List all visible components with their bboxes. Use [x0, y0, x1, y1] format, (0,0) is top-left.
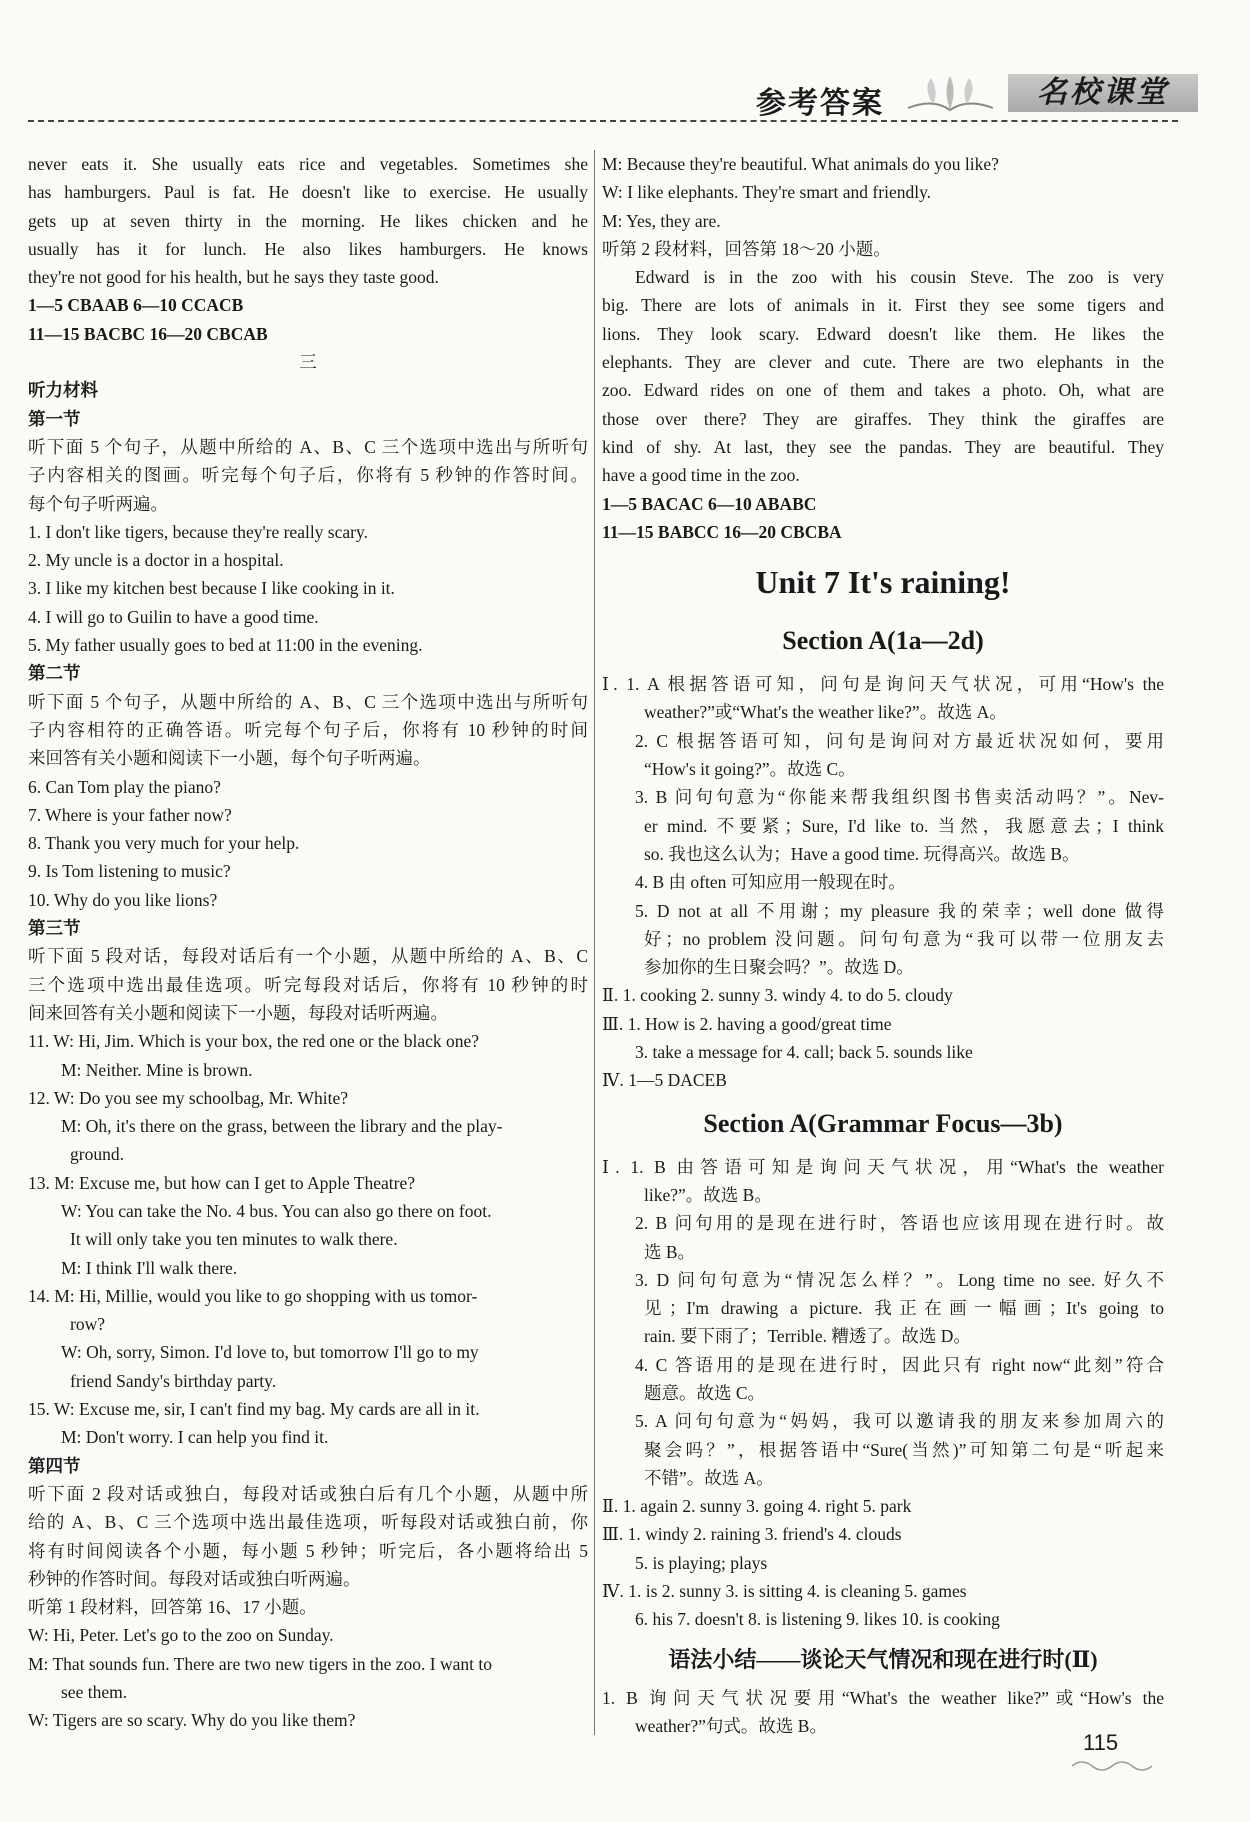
text-line: they're not good for his health, but he says they taste good.: [28, 267, 439, 288]
text-line: 选 B。: [644, 1241, 696, 1262]
text-line: 11—15 BACBC 16—20 CBCAB: [28, 323, 268, 344]
text-line: has hamburgers. Paul is fat. He doesn't like to exercise. He usually: [28, 182, 588, 203]
text-line: 听下面 5 个句子，从题中所给的 A、B、C 三个选项中选出与所听句: [28, 691, 588, 712]
text-line: 6. Can Tom play the piano?: [28, 776, 221, 797]
text-line: so. 我也这么认为；Have a good time. 玩得高兴。故选 B。: [644, 843, 1080, 864]
text-line: 4. C 答语用的是现在进行时，因此只有 right now“此刻”符合: [635, 1354, 1164, 1375]
text-line: 8. Thank you very much for your help.: [28, 833, 300, 854]
text-line: never eats it. She usually eats rice and vegetables. Sometimes she: [28, 154, 588, 174]
text-line: weather?”或“What's the weather like?”。故选 A。: [644, 702, 1007, 723]
text-line: 聚会吗？”，根据答语中“Sure(当然)”可知第二句是“听起来: [644, 1439, 1164, 1460]
unit-title: Unit 7 It's raining!: [755, 564, 1011, 601]
text-line: er mind. 不要紧；Sure, I'd like to. 当然，我愿意去；I think: [644, 815, 1164, 836]
text-line: 2. B 问句用的是现在进行时，答语也应该用现在进行时。故: [635, 1213, 1164, 1234]
text-line: M: Don't worry. I can help you find it.: [61, 1427, 329, 1448]
leaf-ornament-icon: [903, 70, 998, 118]
text-line: W: You can take the No. 4 bus. You can also go there on foot.: [61, 1200, 492, 1221]
section-a2-title: Section A(Grammar Focus—3b): [703, 1108, 1063, 1138]
text-line: 12. W: Do you see my schoolbag, Mr. White?: [28, 1087, 348, 1108]
text-line: those over there? They are giraffes. They think the giraffes are: [602, 408, 1164, 429]
text-line: 好；no problem 没问题。问句句意为“我可以带一位朋友去: [644, 928, 1164, 949]
text-line: weather?”句式。故选 B。: [635, 1715, 827, 1736]
text-line: 第二节: [28, 663, 81, 684]
text-line: M: Oh, it's there on the grass, between the library and the play-: [61, 1116, 503, 1137]
text-line: elephants. They are clever and cute. There are two elephants in the: [602, 352, 1164, 373]
text-line: 第三节: [28, 918, 81, 939]
text-line: 11. W: Hi, Jim. Which is your box, the red one or the black one?: [28, 1031, 480, 1052]
text-line: 听第 1 段材料，回答第 16、17 小题。: [28, 1597, 317, 1618]
grammar-summary-answers: [602, 1684, 1164, 1741]
text-line: ground.: [70, 1144, 124, 1165]
section-a2-answers: [602, 1153, 1164, 1634]
text-line: 1—5 BACAC 6—10 ABABC: [602, 493, 817, 514]
text-line: 6. his 7. doesn't 8. is listening 9. likes 10. is cooking: [635, 1609, 1000, 1630]
text-line: 三: [299, 352, 317, 373]
text-line: 5. My father usually goes to bed at 11:00 in the evening.: [28, 635, 423, 656]
header-brand: 名校课堂: [1008, 74, 1198, 112]
text-line: W: Oh, sorry, Simon. I'd love to, but tomorrow I'll go to my: [61, 1342, 479, 1363]
text-line: 来回答有关小题和阅读下一小题，每个句子听两遍。: [28, 748, 431, 769]
left-column: [28, 150, 588, 1735]
text-line: 10. Why do you like lions?: [28, 889, 218, 910]
text-line: 将有时间阅读各个小题，每小题 5 秒钟；听完后，各小题将给出 5: [28, 1540, 588, 1561]
page-number: 115: [1083, 1730, 1119, 1755]
text-line: 不错”。故选 A。: [644, 1467, 774, 1488]
text-line: Ⅳ. 1—5 DACEB: [602, 1070, 727, 1091]
text-line: Ⅲ. 1. How is 2. having a good/great time: [602, 1013, 892, 1034]
text-line: 听第 2 段材料，回答第 18～20 小题。: [602, 238, 891, 259]
text-line: 见；I'm drawing a picture. 我正在画一幅画；It's going to: [644, 1298, 1164, 1319]
column-divider: [594, 150, 595, 1735]
text-line: 3. D 问句句意为“情况怎么样？”。Long time no see. 好久不: [635, 1269, 1164, 1290]
text-line: 给的 A、B、C 三个选项中选出最佳选项，听每段对话或独白前，你: [28, 1512, 588, 1533]
text-line: see them.: [61, 1682, 128, 1703]
text-line: “How's it going?”。故选 C。: [644, 759, 856, 780]
text-line: 3. I like my kitchen best because I like cooking in it.: [28, 578, 395, 599]
text-line: 1. I don't like tigers, because they're really scary.: [28, 521, 368, 542]
text-line: 子内容相关的图画。听完每个句子后，你将有 5 秒钟的作答时间。: [28, 465, 588, 486]
footer-ornament-icon: [1070, 1758, 1160, 1774]
text-line: 13. M: Excuse me, but how can I get to Apple Theatre?: [28, 1172, 415, 1193]
text-line: have a good time in the zoo.: [602, 465, 800, 486]
text-line: 每个句子听两遍。: [28, 493, 168, 514]
text-line: 3. take a message for 4. call; back 5. sounds like: [635, 1042, 973, 1063]
text-line: Ⅲ. 1. windy 2. raining 3. friend's 4. clouds: [602, 1524, 902, 1545]
text-line: 1—5 CBAAB 6—10 CCACB: [28, 295, 244, 316]
page-header: [28, 70, 1178, 122]
text-line: 2. C 根据答语可知，问句是询问对方最近状况如何，要用: [635, 730, 1164, 751]
text-line: 秒钟的作答时间。每段对话或独白听两遍。: [28, 1568, 361, 1589]
text-line: It will only take you ten minutes to walk there.: [70, 1229, 398, 1250]
right-column: [602, 150, 1164, 1740]
text-line: Ⅱ. 1. cooking 2. sunny 3. windy 4. to do 5. cloudy: [602, 985, 953, 1006]
text-line: friend Sandy's birthday party.: [70, 1370, 277, 1391]
text-line: 4. I will go to Guilin to have a good time.: [28, 606, 319, 627]
text-line: 2. My uncle is a doctor in a hospital.: [28, 550, 284, 571]
text-line: 15. W: Excuse me, sir, I can't find my bag. My cards are all in it.: [28, 1399, 480, 1420]
text-line: Ⅰ. 1. B 由答语可知是询问天气状况，用“What's the weather: [602, 1156, 1164, 1177]
grammar-summary-title: 语法小结——谈论天气情况和现在进行时(Ⅱ): [668, 1646, 1098, 1672]
listening-material-continued: [602, 150, 1164, 546]
text-line: 题意。故选 C。: [644, 1382, 766, 1403]
text-line: 5. D not at all 不用谢；my pleasure 我的荣幸；well done 做得: [635, 900, 1164, 921]
text-line: usually has it for lunch. He also likes hamburgers. He knows: [28, 238, 588, 259]
text-line: 子内容相符的正确答语。听完每个句子后，你将有 10 秒钟的时间: [28, 719, 588, 740]
section-a1-title: Section A(1a—2d): [782, 626, 984, 656]
text-line: big. There are lots of animals in it. First they see some tigers and: [602, 295, 1164, 316]
text-line: M: Neither. Mine is brown.: [61, 1059, 253, 1080]
text-line: 听下面 5 段对话，每段对话后有一个小题，从题中所给的 A、B、C: [28, 946, 588, 967]
text-line: like?”。故选 B。: [644, 1184, 772, 1205]
text-line: W: Tigers are so scary. Why do you like them?: [28, 1710, 356, 1731]
text-line: 5. is playing; plays: [635, 1552, 768, 1573]
text-line: 4. B 由 often 可知应用一般现在时。: [635, 872, 906, 893]
text-line: zoo. Edward rides on one of them and takes a photo. Oh, what are: [602, 380, 1164, 401]
text-line: M: Because they're beautiful. What animals do you like?: [602, 154, 999, 174]
text-line: Ⅰ. 1. A 根据答语可知，问句是询问天气状况，可用“How's the: [602, 674, 1164, 695]
text-line: M: Yes, they are.: [602, 210, 721, 231]
header-rule: [28, 120, 1178, 122]
text-line: 11—15 BABCC 16—20 CBCBA: [602, 521, 842, 542]
text-line: lions. They look scary. Edward doesn't like them. He likes the: [602, 323, 1164, 344]
text-line: row?: [70, 1314, 105, 1335]
section-a1-answers: [602, 670, 1164, 1094]
text-line: 9. Is Tom listening to music?: [28, 861, 231, 882]
text-line: 1. B 询问天气状况要用“What's the weather like?”或“How's the: [602, 1687, 1164, 1708]
text-line: 7. Where is your father now?: [28, 804, 232, 825]
text-line: 5. A 问句句意为“妈妈，我可以邀请我的朋友来参加周六的: [635, 1411, 1164, 1432]
text-line: 间来回答有关小题和阅读下一小题，每段对话听两遍。: [28, 1002, 448, 1023]
text-line: Ⅳ. 1. is 2. sunny 3. is sitting 4. is cleaning 5. games: [602, 1581, 967, 1602]
text-line: 听力材料: [28, 380, 98, 401]
text-line: 听下面 5 个句子，从题中所给的 A、B、C 三个选项中选出与所听句: [28, 436, 588, 457]
text-line: W: Hi, Peter. Let's go to the zoo on Sunday.: [28, 1625, 334, 1646]
text-line: Ⅱ. 1. again 2. sunny 3. going 4. right 5. park: [602, 1496, 912, 1517]
text-line: 三个选项中选出最佳选项。听完每段对话后，你将有 10 秒钟的时: [28, 974, 588, 995]
text-line: M: That sounds fun. There are two new tigers in the zoo. I want to: [28, 1653, 492, 1674]
text-line: 参加你的生日聚会吗？”。故选 D。: [644, 957, 914, 978]
header-title: 参考答案: [756, 87, 884, 120]
text-line: 第一节: [28, 408, 81, 429]
text-line: 第四节: [28, 1455, 81, 1476]
text-line: 14. M: Hi, Millie, would you like to go shopping with us tomor-: [28, 1285, 478, 1306]
text-line: 3. B 问句句意为“你能来帮我组织图书售卖活动吗？”。Nev-: [635, 787, 1164, 808]
text-line: W: I like elephants. They're smart and friendly.: [602, 182, 932, 203]
text-line: 听下面 2 段对话或独白，每段对话或独白后有几个小题，从题中所: [28, 1483, 588, 1504]
text-line: Edward is in the zoo with his cousin Steve. The zoo is very: [635, 267, 1164, 288]
text-line: gets up at seven thirty in the morning. He likes chicken and he: [28, 210, 588, 231]
text-line: kind of shy. At last, they see the pandas. They are beautiful. They: [602, 436, 1164, 457]
text-line: M: I think I'll walk there.: [61, 1257, 238, 1278]
text-line: rain. 要下雨了；Terrible. 糟透了。故选 D。: [644, 1326, 971, 1347]
